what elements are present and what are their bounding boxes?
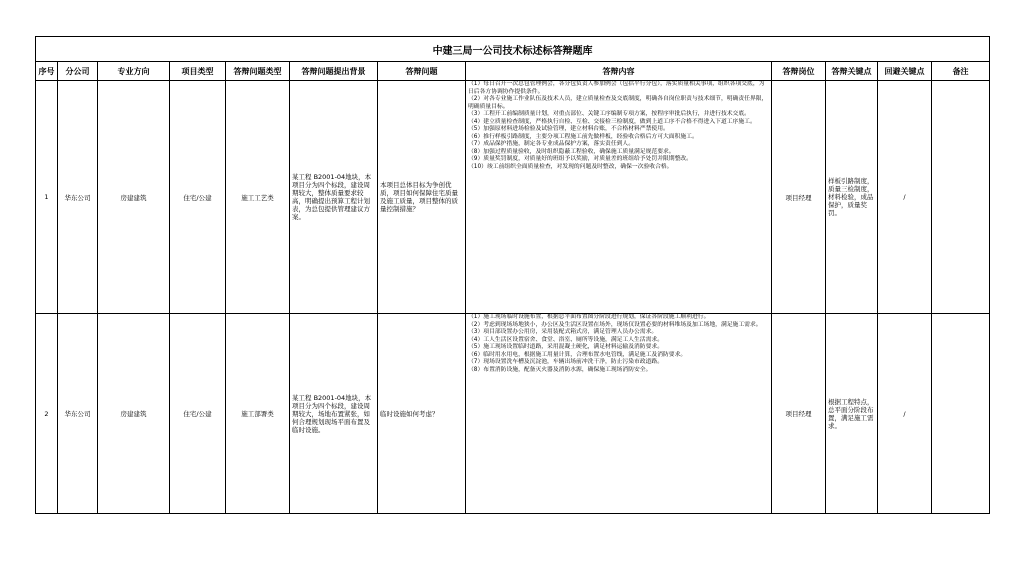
- content-line: （8）加强过程质量验收，及时组织隐蔽工程验收，确保施工质量满足规范要求。: [468, 148, 675, 155]
- col-header-content: 答辩内容: [466, 62, 772, 81]
- cell-position: 项目经理: [772, 314, 826, 514]
- cell-question-type: 施工工艺类: [226, 81, 290, 314]
- col-header-branch: 分公司: [58, 62, 98, 81]
- content-line: （10）竣工前组织全面质量检查，对发现的问题及时整改，确保一次验收合格。: [468, 163, 673, 170]
- cell-no: 1: [36, 81, 58, 314]
- cell-key-points: 样板引路制度，质量三检制度，材料检验，成品保护，质量奖罚。: [826, 81, 878, 314]
- content-line: （3）项目部设置办公用房，采用装配式箱式房，满足管理人员办公需求。: [468, 329, 658, 335]
- col-header-direction: 专业方向: [98, 62, 170, 81]
- cell-question-type: 施工部署类: [226, 314, 290, 514]
- cell-remark: [932, 81, 990, 314]
- cell-avoid-points: /: [878, 81, 932, 314]
- cell-remark: [932, 314, 990, 514]
- cell-key-points: 根据工程特点，总平面分阶段布置，满足施工需求。: [826, 314, 878, 514]
- content-line: （4）建立质量检查制度，严格执行自检、互检、交接检三检制度，做到上道工序不合格不得进入下道工序施工。: [468, 118, 756, 125]
- content-line: （2）对各专业施工作业队伍及技术人员，建立质量检查及交底制度，明确各自岗位职责与技术细节，明确责任界限，明确质量目标。: [468, 96, 768, 110]
- cell-question: 临时设施如何考虑？: [378, 314, 466, 514]
- cell-background: 某工程 B2001-04地块，本项目分为四个标段，建设周期较大，场地布置紧张，如何合理规划现场平面布置及临时设施。: [290, 314, 378, 514]
- content-line: （5）施工现场设置临时道路，采用混凝土硬化，满足材料运输及消防要求。: [468, 344, 663, 350]
- content-line: （2）考虑到现场场地狭小，办公区及生活区设置在场外，现场仅设置必要的材料堆场及加工场地，满足施工需求。: [468, 321, 762, 328]
- content-line: （6）推行样板引路制度，主要分项工程施工前先做样板，经验收合格后方可大面积施工。: [468, 133, 698, 140]
- content-line: （1）每日召开一次总包管理例会，各分包负责人参加例会（包括平行分包），落实质量相关事项，组织各项交底，为日后各方协调协作提供条件。: [468, 81, 765, 95]
- cell-direction: 房建建筑: [98, 314, 170, 514]
- content-line: （8）布置消防设施，配备灭火器及消防水源，确保施工现场消防安全。: [468, 366, 652, 373]
- col-header-background: 答辩问题提出背景: [290, 62, 378, 81]
- content-line: （7）现场设置洗车槽及沉淀池，车辆出场前冲洗干净，防止污染市政道路。: [468, 359, 663, 365]
- col-header-project-type: 项目类型: [170, 62, 226, 81]
- cell-branch: 华东公司: [58, 81, 98, 314]
- question-bank-sheet: [35, 36, 989, 514]
- col-header-question: 答辩问题: [378, 62, 466, 81]
- col-header-no: 序号: [36, 62, 58, 81]
- content-line: （6）临时用水用电，根据施工用量计算，合理布置水电管线，满足施工及消防要求。: [468, 351, 687, 358]
- table-row: [36, 314, 990, 514]
- cell-project-type: 住宅/公建: [170, 81, 226, 314]
- col-header-position: 答辩岗位: [772, 62, 826, 81]
- cell-background: 某工程 B2001-04地块，本项目分为四个标段，建设周期较大，整体质量要求较高，明确提出预算工程计划表，为总包提供管理建议方案。: [290, 81, 378, 314]
- cell-project-type: 住宅/公建: [170, 314, 226, 514]
- cell-content: [466, 314, 772, 514]
- cell-position: 项目经理: [772, 81, 826, 314]
- cell-avoid-points: /: [878, 314, 932, 514]
- content-line: （5）加强原材料进场检验及试验管理，建立材料台账，不合格材料严禁使用。: [468, 126, 669, 132]
- col-header-avoid-points: 回避关键点: [878, 62, 932, 81]
- question-bank-table: [35, 36, 990, 514]
- content-line: （9）质量奖罚制度，对质量好的班组予以奖励，对质量差的班组给予处罚并限期整改。: [468, 156, 692, 162]
- cell-question: 本项目总体目标为争创优质，项目如何保障住宅质量及施工质量，项目整体的质量控制措施？: [378, 81, 466, 314]
- table-row: [36, 81, 990, 314]
- cell-content: [466, 81, 772, 314]
- content-line: （7）成品保护措施，制定各专业成品保护方案，落实责任到人。: [468, 141, 635, 147]
- content-line: （1）施工现场临时设施布置，根据总平面布置图分阶段进行规划，保证各阶段施工顺利进行。: [468, 314, 710, 320]
- table-title: 中建三局一公司技术标述标答辩题库: [36, 37, 990, 62]
- col-header-remark: 备注: [932, 62, 990, 81]
- header-row: [36, 62, 990, 81]
- col-header-question-type: 答辩问题类型: [226, 62, 290, 81]
- content-line: （4）工人生活区设置宿舍、食堂、浴室、厕所等设施，满足工人生活需求。: [468, 336, 663, 343]
- cell-direction: 房建建筑: [98, 81, 170, 314]
- col-header-key-points: 答辩关键点: [826, 62, 878, 81]
- cell-branch: 华东公司: [58, 314, 98, 514]
- cell-no: 2: [36, 314, 58, 514]
- content-line: （3）工程开工前编制质量计划，对重点部位、关键工序编制专项方案，按程序审批后执行，并进行技术交底。: [468, 111, 750, 117]
